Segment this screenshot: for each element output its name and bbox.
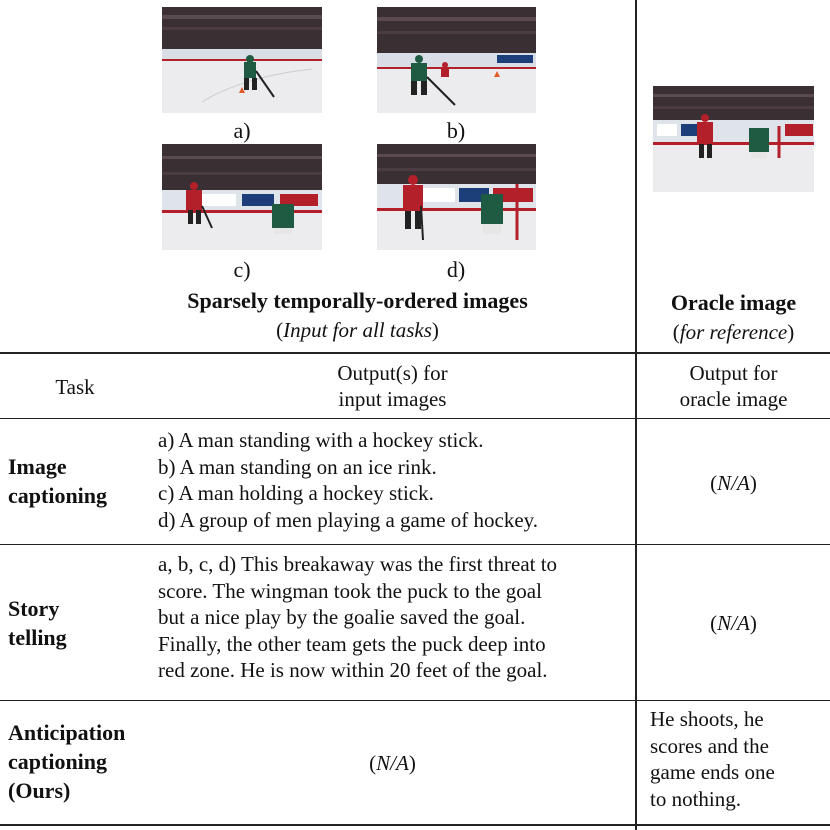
oracle-caption-title: Oracle image <box>670 290 797 315</box>
rule-row-2 <box>0 700 830 701</box>
caption-line: d) A group of men playing a game of hockey. <box>158 507 539 532</box>
story-line: a, b, c, d) This breakaway was the first threat to <box>158 552 558 576</box>
input-image-b <box>377 7 536 113</box>
anticipation-line: game ends one <box>650 760 775 784</box>
header-output-inputs: Output(s) for input images <box>337 361 448 411</box>
input-caption-subtitle-italic: Input for all tasks <box>283 318 432 342</box>
header-output-oracle: Output for oracle image <box>679 361 788 411</box>
hockey-scene-d <box>377 144 536 250</box>
rule-header <box>0 418 830 419</box>
oracle-output-image-captioning: (N/A) <box>710 471 757 495</box>
story-line: red zone. He is now within 20 feet of the goal. <box>158 658 548 682</box>
outputs-story-telling <box>158 551 632 684</box>
rule-bottom <box>0 824 830 826</box>
input-image-d <box>377 144 536 250</box>
anticipation-line: to nothing. <box>650 786 742 811</box>
caption-line: c) A man holding a hockey stick. <box>158 481 434 505</box>
rule-top <box>0 352 830 354</box>
hockey-scene-b <box>377 7 536 113</box>
rule-row-1 <box>0 544 830 545</box>
oracle-output-story-telling: (N/A) <box>710 611 757 635</box>
story-line: Finally, the other team gets the puck deep into <box>158 631 546 656</box>
column-divider <box>635 0 637 830</box>
oracle-output-anticipation <box>650 706 828 812</box>
input-image-c <box>162 144 322 250</box>
caption-line: b) A man standing on an ice rink. <box>158 454 437 479</box>
input-image-a-label: a) <box>233 118 251 143</box>
input-image-a <box>162 7 322 113</box>
input-image-c-label: c) <box>233 257 251 282</box>
task-image-captioning: Image captioning <box>8 454 108 508</box>
input-caption <box>0 286 635 344</box>
story-line: but a nice play by the goalie saved the goal. <box>158 605 526 629</box>
input-image-b-label: b) <box>446 118 466 143</box>
hockey-scene-a <box>162 7 322 113</box>
anticipation-line: He shoots, he <box>650 707 764 731</box>
outputs-image-captioning <box>158 427 632 533</box>
header-task: Task <box>55 375 95 399</box>
input-image-d-label: d) <box>446 257 466 282</box>
input-caption-subtitle: (Input for all tasks) <box>276 318 439 342</box>
hockey-scene-oracle <box>653 86 814 192</box>
story-line: score. The wingman took the puck to the goal <box>158 578 542 603</box>
input-caption-title: Sparsely temporally-ordered images <box>187 288 528 313</box>
outputs-anticipation-captioning: (N/A) <box>369 751 416 775</box>
task-story-telling: Story telling <box>8 596 67 650</box>
hockey-scene-c <box>162 144 322 250</box>
task-anticipation-captioning: Anticipation captioning (Ours) <box>8 720 126 803</box>
oracle-caption <box>637 288 830 346</box>
caption-line: a) A man standing with a hockey stick. <box>158 428 484 452</box>
oracle-caption-subtitle: (for reference) <box>672 320 795 344</box>
oracle-caption-subtitle-italic: for reference <box>679 320 788 344</box>
oracle-image <box>653 86 814 192</box>
anticipation-line: scores and the <box>650 733 769 758</box>
